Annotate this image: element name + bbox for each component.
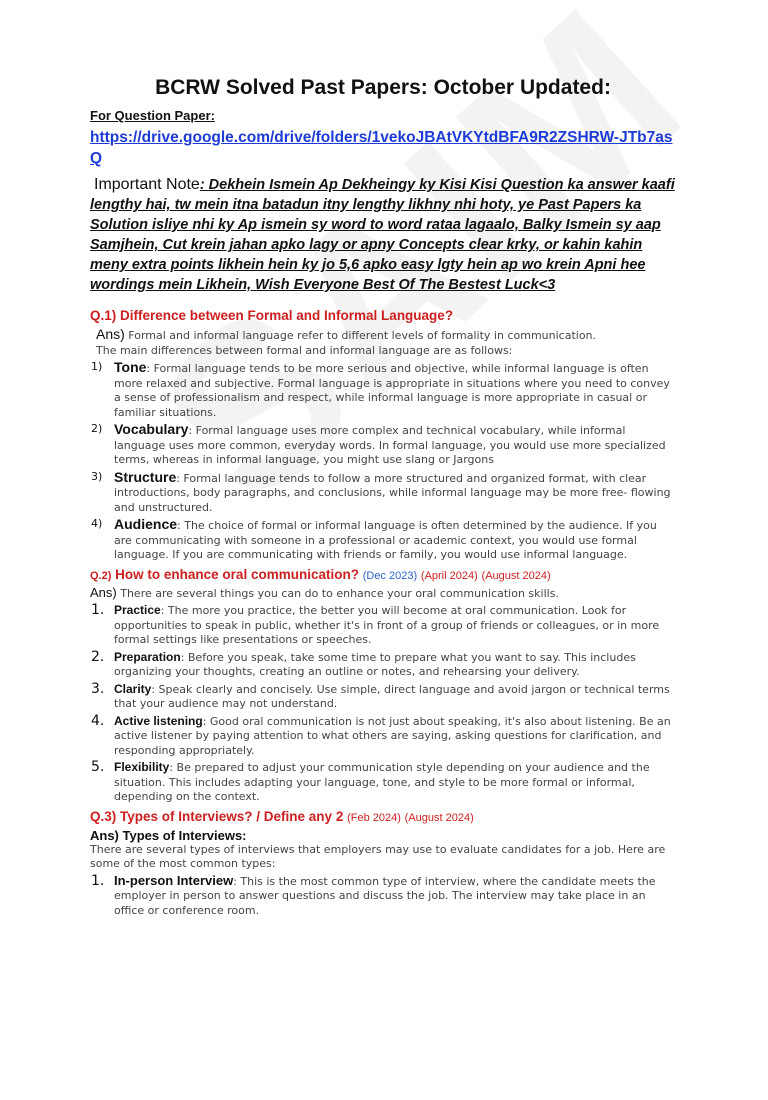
list-item xyxy=(90,603,676,648)
item-term: Clarity xyxy=(114,681,152,696)
q2-ans-text: There are several things you can do to enhance your oral communication skills. xyxy=(120,586,559,600)
q1-ans-text2: The main differences between formal and informal language are as follows: xyxy=(96,343,513,357)
item-number: 1. xyxy=(91,602,105,618)
drive-link[interactable]: https://drive.google.com/drive/folders/1vekoJBAtVKYtdBFA9R2ZSHRW-JTb7asQ xyxy=(90,129,673,167)
item-number: 1. xyxy=(91,872,105,889)
q3-date-august: (August 2024) xyxy=(404,811,474,824)
q3-date-feb: (Feb 2024) xyxy=(347,811,401,824)
list-item xyxy=(90,422,676,468)
list-item xyxy=(90,470,676,516)
item-text: : The choice of formal or informal language is often determined by the audience. If you are communicating with someone in a professional or academic context, you would use formal language. If you are communicating with friends or family, you would use informal language. xyxy=(114,519,657,561)
item-term: Structure xyxy=(114,468,177,485)
q3-heading xyxy=(90,809,676,824)
item-text: : Formal language uses more complex and technical vocabulary, while informal language uses more common, everyday words. In formal language, you would use more specialized terms, whereas in informal language, you might use slang or Jargons xyxy=(114,424,666,466)
q2-ans-label: Ans) xyxy=(90,584,117,600)
item-number: 4. xyxy=(91,712,105,729)
item-text: : The more you practice, the better you will become at oral communication. Look for opportunities to speak in public, whether it's in front of a group of friends or colleagues, or in more formal settings like presentations or speeches. xyxy=(114,604,660,646)
q1-list xyxy=(90,360,676,563)
list-item xyxy=(90,650,676,680)
list-item xyxy=(90,760,676,805)
list-item xyxy=(90,874,676,919)
list-item xyxy=(90,714,676,759)
item-text: : Be prepared to adjust your communication style depending on your audience and the situation. This includes adapting your language, tone, and style to be more formal or informal, depending on the context. xyxy=(114,761,650,803)
item-term: Vocabulary xyxy=(114,421,189,437)
q1-heading: Q.1) Difference between Formal and Informal Language? xyxy=(90,308,454,323)
q1-ans-text: Formal and informal language refer to different levels of formality in communication. xyxy=(128,329,597,342)
list-item xyxy=(90,517,676,563)
item-text: : This is the most common type of interview, where the candidate meets the employer in person to answer questions and discuss the job. The interview may take place in an office or conference room. xyxy=(114,874,656,917)
q2-answer xyxy=(90,586,676,602)
item-term: Flexibility xyxy=(114,760,170,774)
q2-title: How to enhance oral communication? xyxy=(115,566,359,582)
q2-number: Q.2) xyxy=(90,569,112,582)
item-number: 2) xyxy=(91,422,103,435)
list-item xyxy=(90,682,676,712)
important-note xyxy=(90,175,676,295)
item-number: 4) xyxy=(91,517,103,530)
q2-date-april: (April 2024) xyxy=(420,569,478,582)
q3-intro: There are several types of interviews that employers may use to evaluate candidates for a job. Here are some of the most common types: xyxy=(90,842,666,870)
q2-date-dec: (Dec 2023) xyxy=(362,569,418,582)
q2-list xyxy=(90,603,676,805)
item-term: Audience xyxy=(114,516,178,532)
q1-ans-label: Ans) xyxy=(96,326,125,342)
item-text: : Before you speak, take some time to prepare what you want to say. This includes organizing your thoughts, creating an outline or notes, and rehearsing your delivery. xyxy=(114,650,636,678)
item-term: Preparation xyxy=(114,649,181,664)
item-term: Tone xyxy=(114,359,147,375)
item-text: : Formal language tends to follow a more structured and organized format, with clear introductions, body paragraphs, and conclusions, while informal language may be more free- flowing and unstructured. xyxy=(114,471,671,514)
item-term: In-person Interview xyxy=(114,872,234,888)
note-lead: Important Note xyxy=(94,176,200,193)
q3-answer-heading: Ans) Types of Interviews: xyxy=(90,827,247,843)
list-item xyxy=(90,360,676,420)
item-number: 2. xyxy=(91,648,105,665)
q2-date-august: (August 2024) xyxy=(481,569,551,582)
item-term: Active listening xyxy=(114,713,203,728)
item-term: Practice xyxy=(114,603,161,617)
document-page xyxy=(0,76,768,918)
item-text: : Good oral communication is not just about speaking, it's also about listening. Be an active listener by paying attention to what others are saying, asking questions for clarification, and responding appropriately. xyxy=(114,714,671,757)
note-body: : Dekhein Ismein Ap Dekheingy ky Kisi Kisi Question ka answer kaafi lengthy hai, tw mein itna batadun itny lengthy likhny nhi hoty, ye Past Papers ka Solution isliye nhi ky Ap ismein sy word to word rataa lagaalo, Balky Ismein sy aap Samjhein, Cut krein jahan apko lagy or apny Concepts clear krky, or kahin kahin meny extra points likhein hein ky jo 5,6 apko easy lgty hein ap wo krein Apni hee wordings mein Likhein, Wish Everyone Best Of The Bestest Luck<3 xyxy=(90,177,675,293)
question-paper-label: For Question Paper: xyxy=(90,108,215,123)
document-title: BCRW Solved Past Papers: October Updated: xyxy=(155,76,611,99)
q1-answer xyxy=(90,327,676,358)
q3-list xyxy=(90,874,676,919)
item-text: : Speak clearly and concisely. Use simple, direct language and avoid jargon or technical terms that your audience may not understand. xyxy=(114,682,670,710)
item-text: : Formal language tends to be more serious and objective, while informal language is often more relaxed and subjective. Formal language is appropriate in situations where you need to convey a sense of professionalism and respect, while informal language is more appropriate in casual or familiar situations. xyxy=(114,362,670,419)
item-number: 3. xyxy=(91,680,105,697)
q3-title: Q.3) Types of Interviews? / Define any 2 xyxy=(90,808,344,824)
item-number: 1) xyxy=(91,360,103,373)
item-number: 3) xyxy=(91,469,103,483)
q2-heading xyxy=(90,567,676,582)
item-number: 5. xyxy=(91,759,105,775)
